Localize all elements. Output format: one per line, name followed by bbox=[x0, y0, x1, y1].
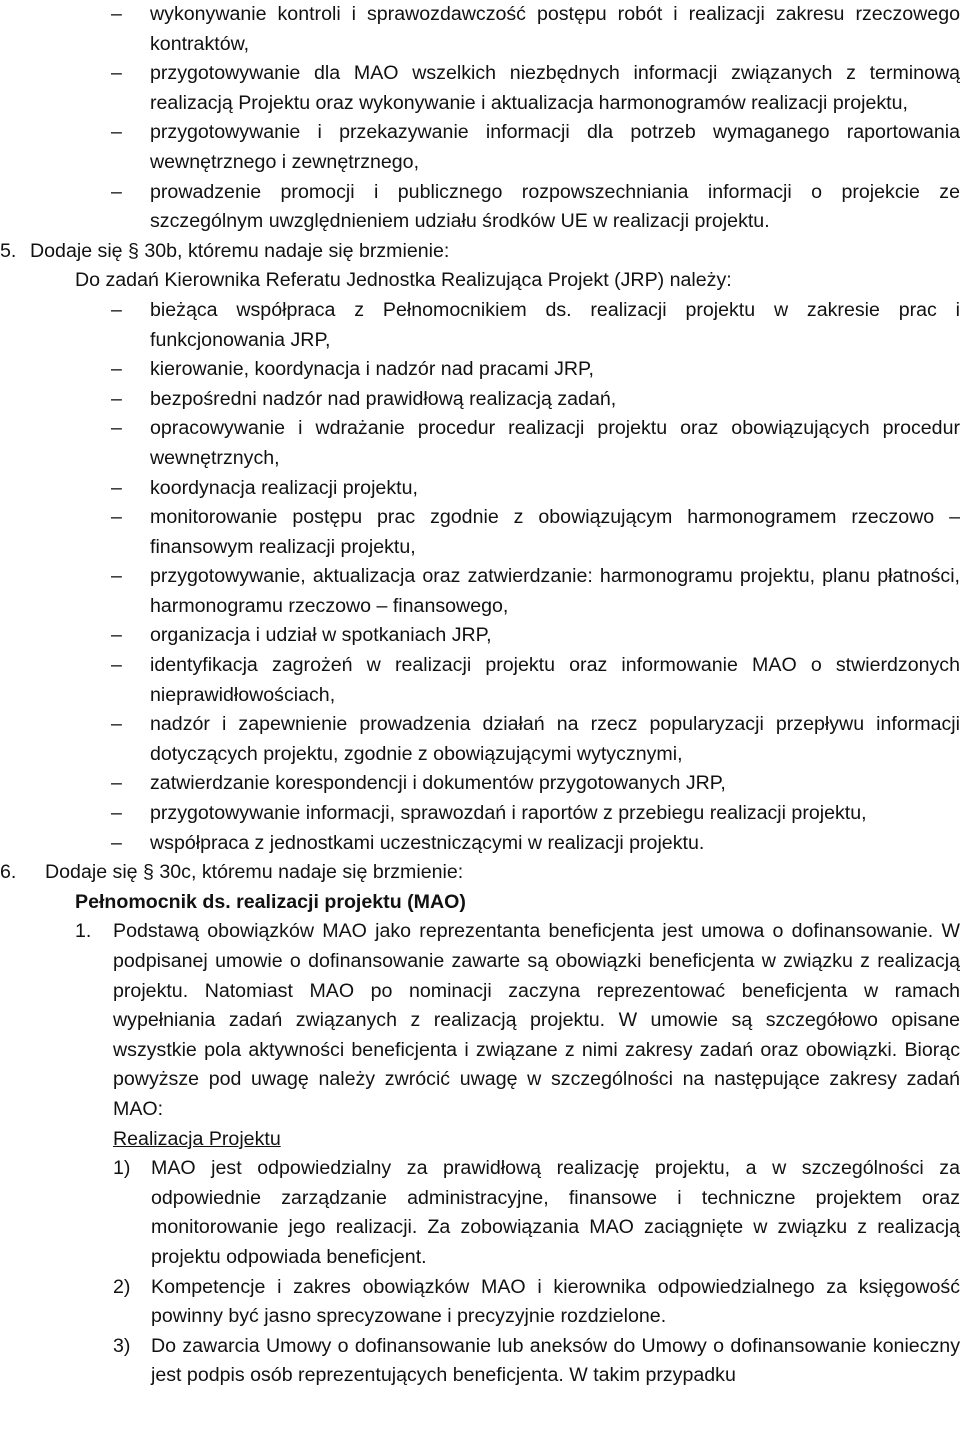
list-b bbox=[0, 296, 960, 858]
section-number: 5. bbox=[0, 239, 17, 262]
subpoint-text: MAO jest odpowiedzialny za prawidłową realizację projektu, a w szczególności za odpowiednie zarządzanie administracyjne, finansowe i techniczne projektem oraz monitorowanie jego realizacji. Za zobowiązania MAO zaciągnięte w związku z realizacją projektu odpowiada beneficjent. bbox=[151, 1157, 960, 1268]
dash-bullet: – bbox=[111, 298, 122, 321]
list-item-text: opracowywanie i wdrażanie procedur realizacji projektu oraz obowiązujących procedur wewnętrznych, bbox=[150, 417, 960, 469]
point-number: 1. bbox=[75, 920, 92, 943]
list-item-text: monitorowanie postępu prac zgodnie z obowiązującym harmonogramem rzeczowo – finansowym realizacji projektu, bbox=[150, 506, 960, 558]
point-text: Podstawą obowiązków MAO jako reprezentanta beneficjenta jest umowa o dofinansowanie. W podpisanej umowie o dofinansowanie zawarte są obowiązki beneficjenta w związku z realizacją projektu. Natomiast MAO po nominacji zaczyna reprezentować beneficjenta w ramach wypełniania zadań związanych z realizacją projektu. W umowie są szczegółowo opisane wszystkie pola aktywności beneficjenta i związane z nimi zakresy zadań oraz obowiązki. Biorąc powyższe pod uwagę należy zwrócić uwagę w szczególności na następujące zakresy zadań MAO: bbox=[113, 920, 960, 1120]
dash-bullet: – bbox=[111, 358, 122, 381]
list-item bbox=[0, 355, 960, 385]
dash-bullet: – bbox=[111, 180, 122, 203]
list-item bbox=[0, 562, 960, 621]
list-item bbox=[0, 651, 960, 710]
dash-bullet: – bbox=[111, 831, 122, 854]
list-item bbox=[0, 474, 960, 504]
dash-bullet: – bbox=[111, 802, 122, 825]
section-number: 6. bbox=[0, 861, 17, 884]
dash-bullet: – bbox=[111, 387, 122, 410]
list-item bbox=[0, 385, 960, 415]
dash-bullet: – bbox=[111, 506, 122, 529]
dash-bullet: – bbox=[111, 713, 122, 736]
list-item-text: bieżąca współpraca z Pełnomocnikiem ds. realizacji projektu w zakresie prac i funkcjonowania JRP, bbox=[150, 298, 960, 351]
list-item-text: organizacja i udział w spotkaniach JRP, bbox=[150, 624, 492, 647]
subpoint bbox=[0, 1154, 960, 1272]
list-item bbox=[0, 621, 960, 651]
list-item-text: przygotowywanie, aktualizacja oraz zatwierdzanie: harmonogramu projektu, planu płatności, harmonogramu rzeczowo – finansowego, bbox=[150, 565, 960, 617]
subpoint bbox=[0, 1332, 960, 1391]
dash-bullet: – bbox=[111, 3, 122, 25]
list-item-text: bezpośredni nadzór nad prawidłową realizacją zadań, bbox=[150, 387, 617, 410]
list-item bbox=[0, 59, 960, 118]
subpoint-text: Do zawarcia Umowy o dofinansowanie lub aneksów do Umowy o dofinansowanie konieczny jest podpis osób reprezentujących beneficjenta. W takim przypadku bbox=[151, 1334, 960, 1387]
dash-bullet: – bbox=[111, 565, 122, 588]
list-item-text: identyfikacja zagrożeń w realizacji projektu oraz informowanie MAO o stwierdzonych nieprawidłowościach, bbox=[150, 654, 960, 706]
list-item-text: koordynacja realizacji projektu, bbox=[150, 476, 418, 499]
list-item bbox=[0, 829, 960, 859]
section-6-intro bbox=[0, 858, 960, 888]
list-item-text: nadzór i zapewnienie prowadzenia działań na rzecz popularyzacji przepływu informacji dotyczących projektu, zgodnie z obowiązującymi wytycznymi, bbox=[150, 713, 960, 765]
list-item bbox=[0, 296, 960, 355]
list-item-text: zatwierdzanie korespondencji i dokumentów przygotowanych JRP, bbox=[150, 772, 726, 795]
list-item-text: prowadzenie promocji i publicznego rozpowszechniania informacji o projekcie ze szczególnym uwzględnieniem udziału środków UE w realizacji projektu. bbox=[150, 180, 960, 233]
list-item bbox=[0, 503, 960, 562]
section-5-lead: Do zadań Kierownika Referatu Jednostka Realizująca Projekt (JRP) należy: bbox=[75, 269, 732, 292]
section-intro-text: Dodaje się § 30b, któremu nadaje się brzmienie: bbox=[30, 239, 450, 262]
dash-bullet: – bbox=[111, 772, 122, 795]
dash-bullet: – bbox=[111, 624, 122, 647]
subpoint bbox=[0, 1273, 960, 1332]
subheading: Realizacja Projektu bbox=[113, 1127, 281, 1150]
list-item bbox=[0, 178, 960, 237]
section-intro-text: Dodaje się § 30c, któremu nadaje się brzmienie: bbox=[45, 861, 464, 884]
section-5-intro bbox=[0, 237, 960, 267]
list-item-text: przygotowywanie i przekazywanie informacji dla potrzeb wymaganego raportowania wewnętrznego i zewnętrznego, bbox=[150, 121, 960, 173]
list-item bbox=[0, 0, 960, 59]
section-heading: Pełnomocnik ds. realizacji projektu (MAO) bbox=[75, 890, 466, 913]
list-item-text: współpraca z jednostkami uczestniczącymi w realizacji projektu. bbox=[150, 831, 705, 854]
dash-bullet: – bbox=[111, 62, 122, 85]
dash-bullet: – bbox=[111, 121, 122, 144]
list-item bbox=[0, 118, 960, 177]
list-item bbox=[0, 710, 960, 769]
list-item bbox=[0, 414, 960, 473]
subpoint-text: Kompetencje i zakres obowiązków MAO i kierownika odpowiedzialnego za księgowość powinny być jasno sprecyzowane i precyzyjnie rozdzielone. bbox=[151, 1275, 960, 1328]
list-item bbox=[0, 769, 960, 799]
list-item-text: przygotowywanie dla MAO wszelkich niezbędnych informacji związanych z terminową realizacją Projektu oraz wykonywanie i aktualizacja harmonogramów realizacji projektu, bbox=[150, 62, 960, 114]
subpoint-number: 3) bbox=[113, 1334, 131, 1357]
dash-bullet: – bbox=[111, 654, 122, 677]
dash-bullet: – bbox=[111, 417, 122, 440]
point-body bbox=[113, 917, 960, 1154]
list-item-text: kierowanie, koordynacja i nadzór nad pracami JRP, bbox=[150, 358, 594, 381]
list-item bbox=[0, 799, 960, 829]
list-item-text: wykonywanie kontroli i sprawozdawczość postępu robót i realizacji zakresu rzeczowego kontraktów, bbox=[150, 3, 960, 55]
subpoint-number: 1) bbox=[113, 1157, 131, 1180]
dash-bullet: – bbox=[111, 476, 122, 499]
subpoint-number: 2) bbox=[113, 1275, 131, 1298]
list-item-text: przygotowywanie informacji, sprawozdań i raportów z przebiegu realizacji projektu, bbox=[150, 802, 867, 825]
subpoint-list bbox=[0, 1154, 960, 1391]
list-a bbox=[0, 0, 960, 237]
numbered-point bbox=[0, 917, 960, 1154]
